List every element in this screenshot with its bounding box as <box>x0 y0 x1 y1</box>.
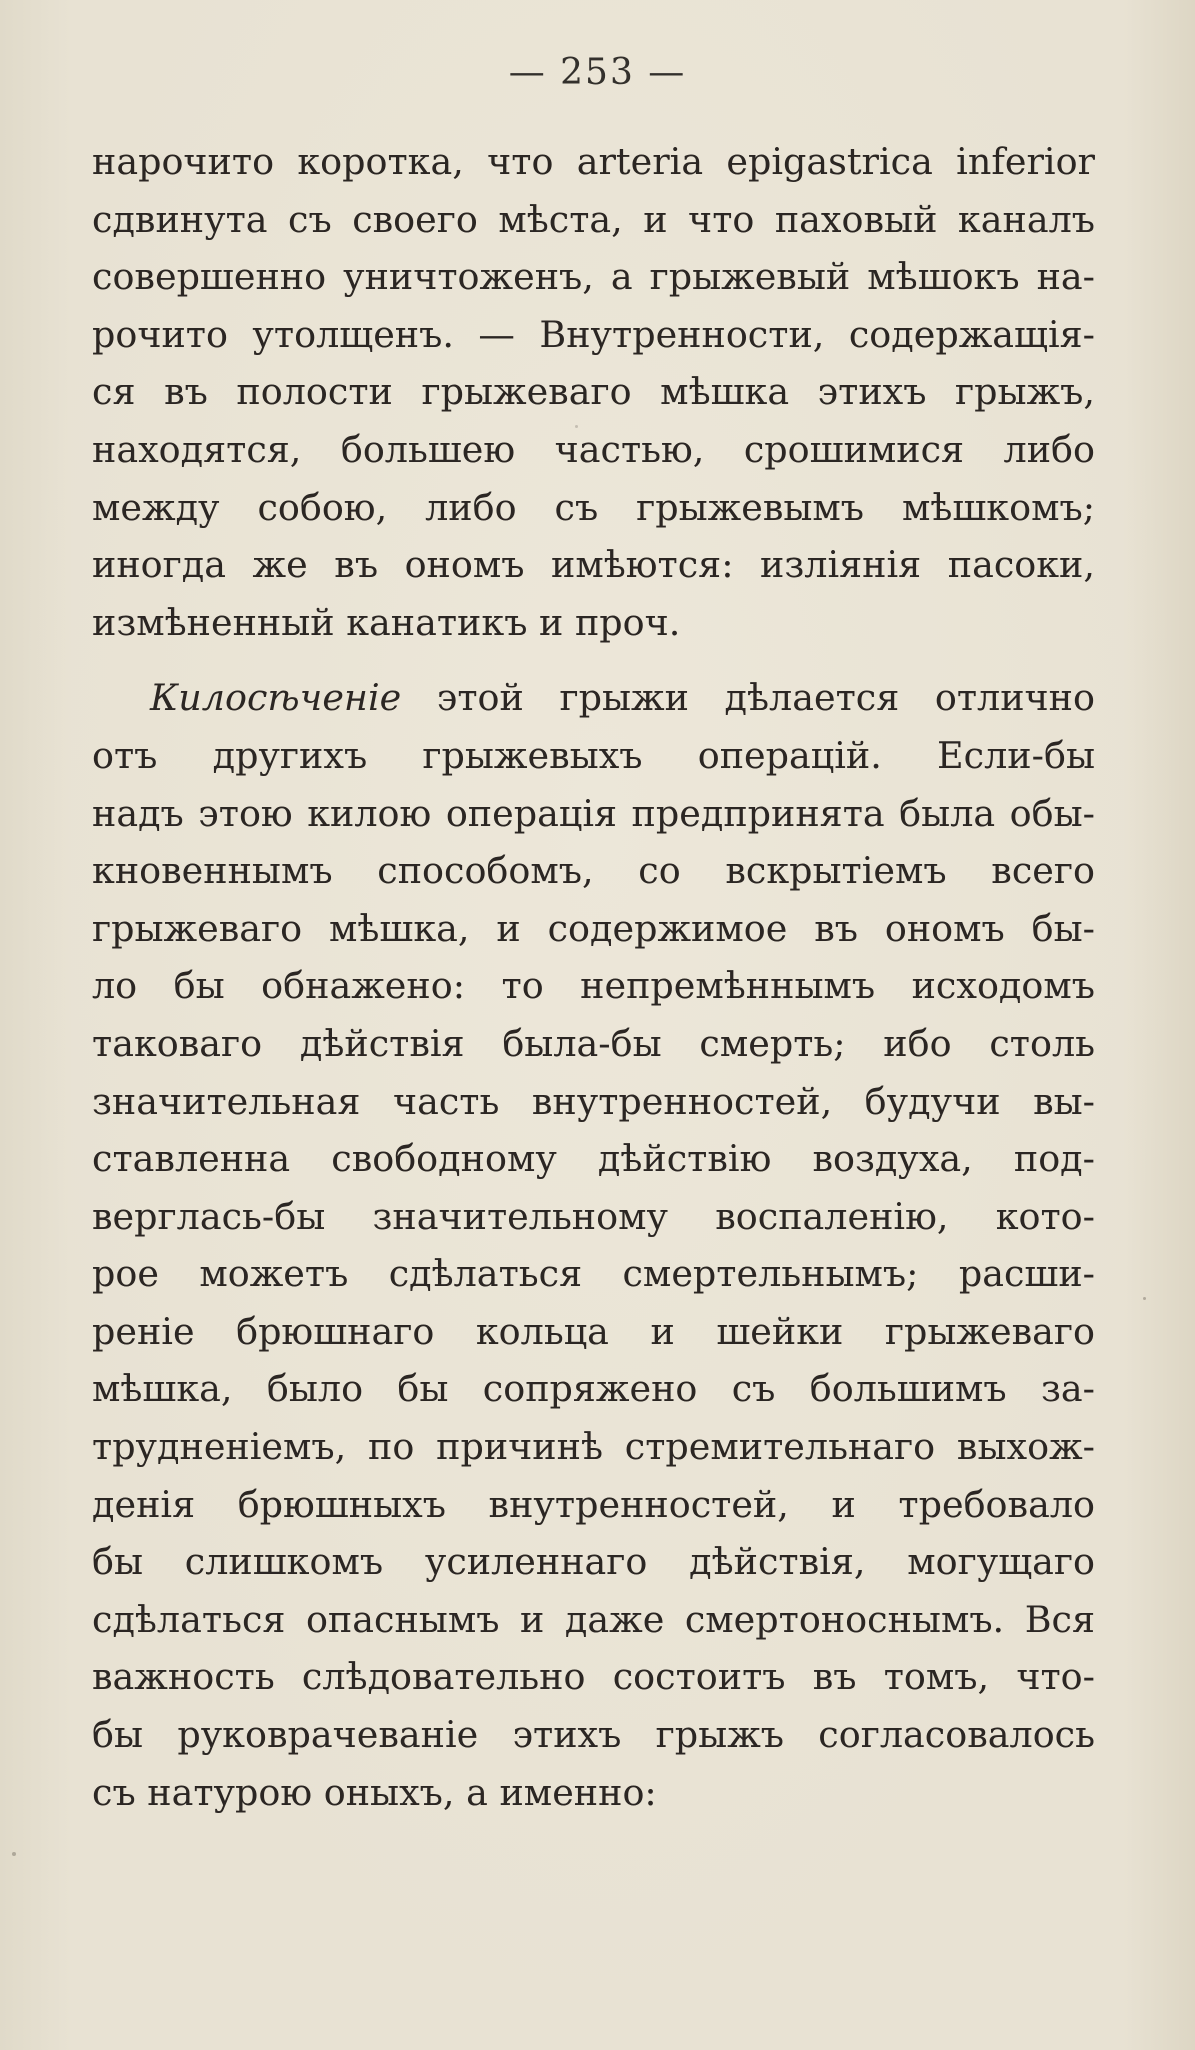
paper-speck <box>1143 1297 1146 1300</box>
paper-speck <box>12 1852 16 1856</box>
text-line: ло бы обнажено: то непремѣннымъ исходомъ <box>92 964 1095 1008</box>
text-line: денія брюшныхъ внутренностей, и требовало <box>92 1482 1095 1526</box>
text-line: бы руковрачеваніе этихъ грыжъ согласовалось <box>92 1713 1095 1757</box>
text-line: мѣшка, было бы сопряжено съ большимъ за- <box>92 1367 1095 1411</box>
text-line: кновеннымъ способомъ, со вскрытіемъ всего <box>92 849 1095 893</box>
text-line: грыжеваго мѣшка, и содержимое въ ономъ бы- <box>92 906 1095 950</box>
text-line: нарочито коротка, что arteria epigastrica inferior <box>92 140 1095 183</box>
paragraph-1 <box>92 133 1095 651</box>
text-line: надъ этою килою операція предпринята была обы- <box>92 791 1095 835</box>
text-line: между собою, либо съ грыжевымъ мѣшкомъ; <box>92 485 1095 529</box>
text-line: значительная часть внутренностей, будучи вы- <box>92 1079 1095 1123</box>
text-line: реніе брюшнаго кольца и шейки грыжеваго <box>92 1309 1095 1353</box>
paragraph-2 <box>92 669 1095 1821</box>
text-line: ставленна свободному дѣйствію воздуха, под- <box>92 1137 1095 1181</box>
page-number: — 253 — <box>508 52 687 93</box>
text-line: находятся, большею частью, срошимися либо <box>92 427 1095 471</box>
text-line: верглась-бы значительному воспаленію, кото- <box>92 1194 1095 1238</box>
text-line: рочито утолщенъ. — Внутренности, содержащія- <box>92 312 1095 356</box>
text-line: съ натурою оныхъ, а именно: <box>92 1770 657 1814</box>
italic-term: Килосѣченіе <box>150 676 402 720</box>
first-line-rest: этой грыжи дѣлается отлично <box>401 676 1095 720</box>
paper-speck <box>575 425 578 428</box>
text-line: измѣненный канатикъ и проч. <box>92 600 681 644</box>
text-line: бы слишкомъ усиленнаго дѣйствія, могущаго <box>92 1540 1095 1584</box>
text-line: отъ другихъ грыжевыхъ операцій. Если-бы <box>92 733 1095 777</box>
text-line: сдвинута съ своего мѣста, и что паховый каналъ <box>92 197 1095 241</box>
text-line: таковаго дѣйствія была-бы смерть; ибо столь <box>92 1021 1095 1065</box>
page-body-text <box>92 133 1095 1821</box>
text-line-first <box>92 669 1095 727</box>
text-line: ся въ полости грыжеваго мѣшка этихъ грыжъ, <box>92 370 1095 414</box>
text-line: трудненіемъ, по причинѣ стремительнаго выхож- <box>92 1425 1095 1469</box>
text-line: совершенно уничтоженъ, а грыжевый мѣшокъ на- <box>92 255 1095 299</box>
text-line: сдѣлаться опаснымъ и даже смертоноснымъ. Вся <box>92 1597 1095 1641</box>
text-line: важность слѣдовательно состоитъ въ томъ, что- <box>92 1655 1095 1699</box>
text-line: рое можетъ сдѣлаться смертельнымъ; расши- <box>92 1252 1095 1296</box>
text-line: иногда же въ ономъ имѣются: изліянія пасоки, <box>92 543 1095 587</box>
